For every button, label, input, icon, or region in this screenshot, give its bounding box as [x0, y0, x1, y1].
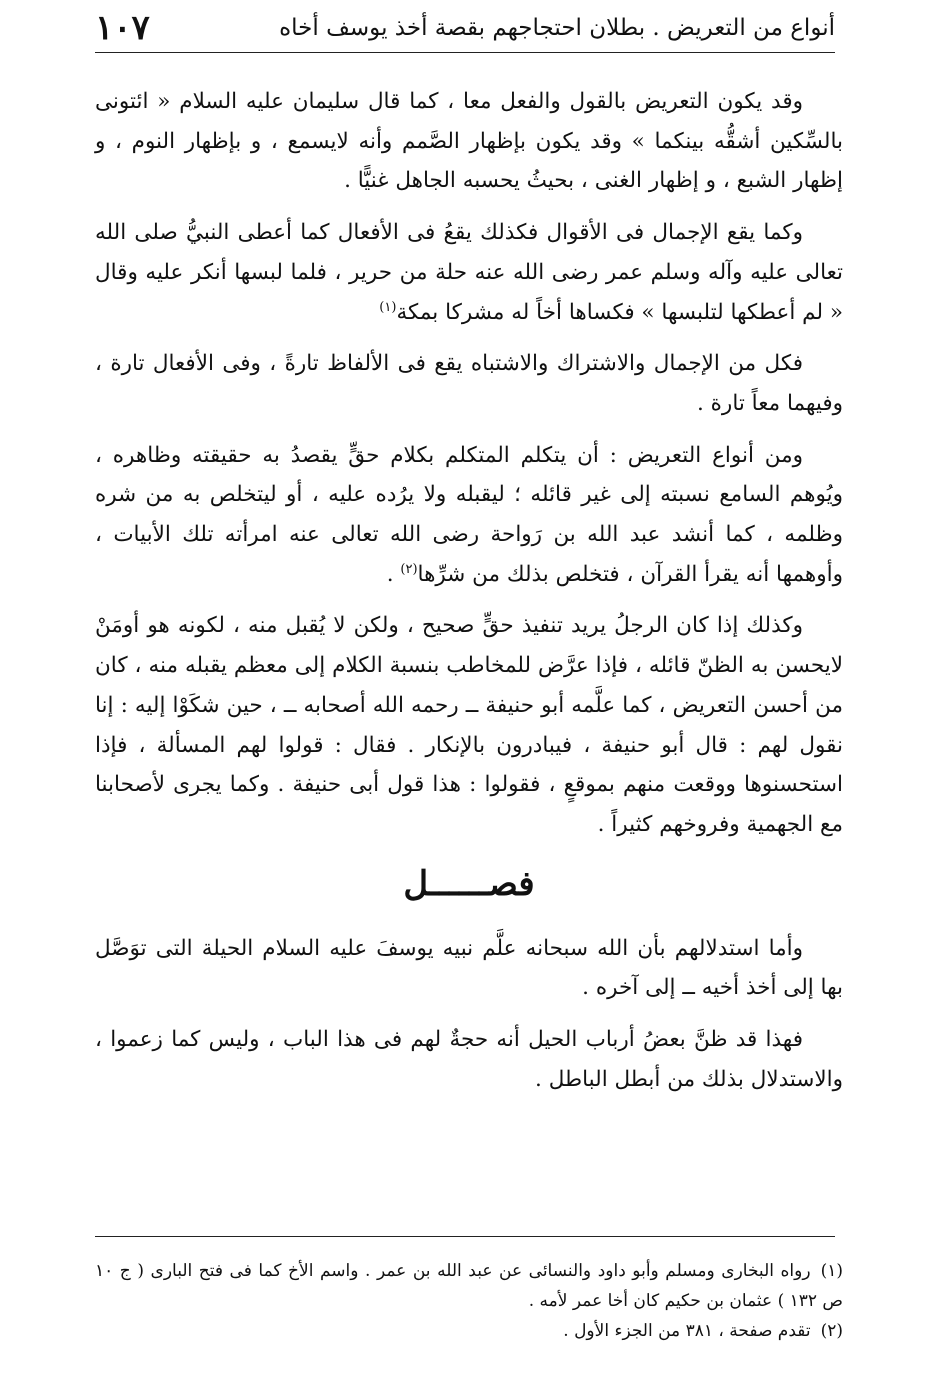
paragraph-3: فكل من الإجمال والاشتراك والاشتباه يقع فى الألفاظ تارةً ، وفى الأفعال تارة ، وفيهما معاً تارة . — [95, 351, 843, 416]
footnote-text: تقدم صفحة ، ٣٨١ من الجزء الأول . — [563, 1321, 811, 1341]
section-heading: فصــــــل — [403, 863, 535, 904]
paragraph-2: وكما يقع الإجمال فى الأقوال فكذلك يقعُ فى الأفعال كما أعطى النبيُّ صلى الله تعالى عليه وآله وسلم عمر رضى الله عنه حلة من حرير ، فلما لبسها أنكر عليه وقال « لم أعطكها لتلبسها » فكساها أخاً له مشركا بمكة$^{(١)}$ — [95, 220, 843, 325]
footnote-ref-1: (١) — [379, 299, 397, 315]
footnote-number: (٢) — [820, 1321, 843, 1341]
footnote-text: رواه البخارى ومسلم وأبو داود والنسائى عن عبد الله بن عمر . واسم الأخ كما فى فتح البارى ( ج ١٠ ص ١٣٢ ) عثمان بن حكيم كان أخا عمر لأمه . — [95, 1261, 843, 1311]
footnote-1 — [95, 1256, 843, 1316]
header-rule — [95, 52, 835, 53]
section-paragraph-2: فهذا قد ظنَّ بعضُ أرباب الحيل أنه حجةٌ لهم فى هذا الباب ، وليس كما زعموا ، والاستدلال بذلك من أبطل الباطل . — [95, 1027, 843, 1092]
footnote-rule — [95, 1236, 835, 1237]
footnotes — [95, 1256, 843, 1346]
page-header — [95, 8, 835, 48]
main-text — [95, 82, 843, 1111]
page-number: ١٠٧ — [95, 8, 150, 48]
paragraph-4: ومن أنواع التعريض : أن يتكلم المتكلم بكلام حقٍّ يقصدُ به حقيقته وظاهره ، ويُوهم السامع نسبته إلى غير قائله ؛ ليقبله ولا يرُده عليه ، أو ليتخلص به من شره وظلمه ، كما أنشد عبد الله بن رَواحة رضى الله تعالى عنه امرأته تلك الأبيات ، وأوهمها أنه يقرأ القرآن ، فتخلص بذلك من شرِّها$^{(٢)}$ . — [95, 442, 843, 587]
running-title: أنواع من التعريض . بطلان احتجاجهم بقصة أخذ يوسف أخاه — [279, 15, 835, 41]
paragraph-5: وكذلك إذا كان الرجلُ يريد تنفيذ حقٍّ صحيح ، ولكن لا يُقبل منه ، لكونه هو أومَنْ لايحسن به الظنّ قائله ، فإذا عرَّض للمخاطب بنسبة الكلام إلى معظم يقبله منه ، كان من أحسن التعريض ، كما علَّمه أبو حنيفة ــ رحمه الله أصحابه ــ ، حين شكَوْا إليه : إنا نقول لهم : قال أبو حنيفة ، فيبادرون بالإنكار . فقال : قولوا لهم المسألة ، فإذا استحسنوها ووقعت منهم بموقعٍ ، فقولوا : هذا قول أبى حنيفة . وكما يجرى لأصحابنا مع الجهمية وفروخهم كثيراً . — [95, 613, 843, 837]
footnote-2 — [95, 1316, 843, 1346]
footnote-ref-2: (٢) — [400, 561, 418, 577]
paragraph-1: وقد يكون التعريض بالقول والفعل معا ، كما قال سليمان عليه السلام « ائتونى بالسِّكين أشقُّه بينكما » وقد يكون بإظهار الصَّمم وأنه لايسمع ، و بإظهار النوم ، و إظهار الشبع ، و إظهار الغنى ، بحيثُ يحسبه الجاهل غنيًّا . — [95, 89, 843, 194]
section-paragraph-1: وأما استدلالهم بأن الله سبحانه علَّم نبيه يوسفَ عليه السلام الحيلة التى توَصَّل بها إلى أخذ أخيه ــ إلى آخره . — [95, 935, 843, 1001]
footnote-number: (١) — [820, 1261, 843, 1281]
